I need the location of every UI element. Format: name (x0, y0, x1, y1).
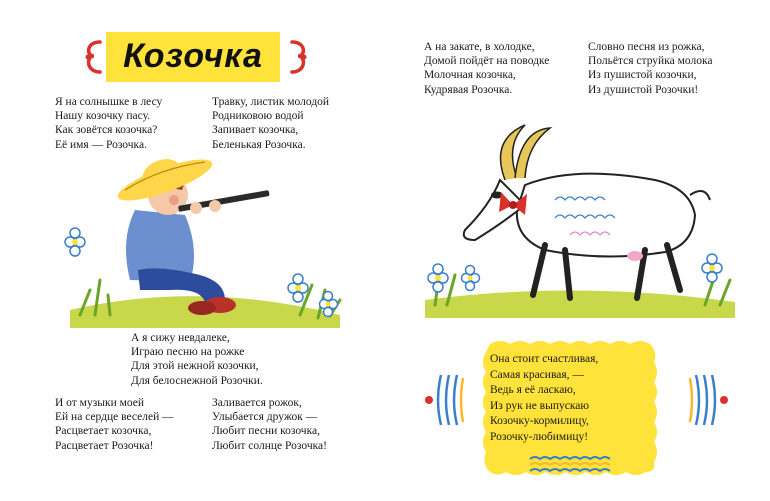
verse-line: Улыбается дружок — (212, 411, 318, 424)
verse-line: Её имя — Розочка. (55, 138, 147, 151)
verse-line: Ей на сердце веселей — (55, 411, 174, 424)
verse-line: Самая красивая, — (490, 368, 584, 381)
verse-line: Расцветает козочка, (55, 425, 152, 438)
verse-line: Она стоит счастливая, (490, 353, 599, 365)
page-title: Козочка (123, 37, 263, 75)
right-swirl-ornament-icon (288, 38, 312, 76)
verse-line: Я на солнышке в лесу (55, 96, 163, 108)
boy-with-flute-illustration (50, 150, 350, 330)
right-ornament-icon (680, 370, 730, 430)
verse-line: Заливается рожок, (212, 397, 302, 409)
left-ornament-icon (423, 370, 473, 430)
verse-line: Для этой нежной козочки, (131, 360, 259, 373)
verse-line: Кудрявая Розочка. (424, 83, 513, 96)
right-page (385, 0, 770, 501)
verse-line: Как зовётся козочка? (55, 124, 158, 137)
verse-line: Польётся струйка молока (588, 55, 713, 68)
title-banner (80, 30, 320, 86)
verse-line: Розочку-любимицу! (490, 430, 589, 443)
verse-line: А я сижу невдалеке, (131, 332, 230, 344)
verse-line: Из пушистой козочки, (588, 69, 697, 82)
verse-line: Ведь я её ласкаю, (490, 384, 576, 397)
verse-line: Расцветает Розочка! (55, 439, 154, 452)
verse-line: Домой пойдёт на поводке (424, 55, 550, 68)
bottom-wave-ornament-icon (530, 454, 610, 474)
stanza-7 (588, 40, 712, 97)
verse-line: Молочная козочка, (424, 69, 516, 82)
stanza-1 (55, 95, 162, 152)
verse-line: Словно песня из рожка, (588, 41, 705, 53)
stanza-2 (212, 95, 329, 152)
left-swirl-ornament-icon (80, 38, 104, 76)
verse-line: Для белоснежной Розочки. (131, 374, 263, 387)
stanza-3 (131, 331, 263, 388)
stanza-4 (55, 396, 174, 453)
goat-illustration (405, 110, 750, 330)
verse-line: Козочку-кормилицу, (490, 415, 589, 428)
verse-line: Беленькая Розочка. (212, 138, 306, 151)
card-stanza (490, 352, 598, 446)
verse-line: Любит солнце Розочка! (212, 439, 327, 452)
verse-line: И от музыки моей (55, 397, 145, 409)
verse-line: Любит песни козочка, (212, 425, 320, 438)
stanza-6 (424, 40, 549, 97)
verse-line: А на закате, в холодке, (424, 41, 535, 53)
verse-line: Нашу козочку пасу. (55, 110, 151, 123)
verse-line: Родниковою водой (212, 110, 304, 123)
stanza-5 (212, 396, 327, 453)
verse-line: Запивает козочка, (212, 124, 299, 137)
verse-line: Травку, листик молодой (212, 96, 330, 108)
verse-line: Играю песню на рожке (131, 346, 245, 359)
verse-line: Из душистой Розочки! (588, 83, 699, 96)
verse-line: Из рук не выпускаю (490, 399, 589, 412)
